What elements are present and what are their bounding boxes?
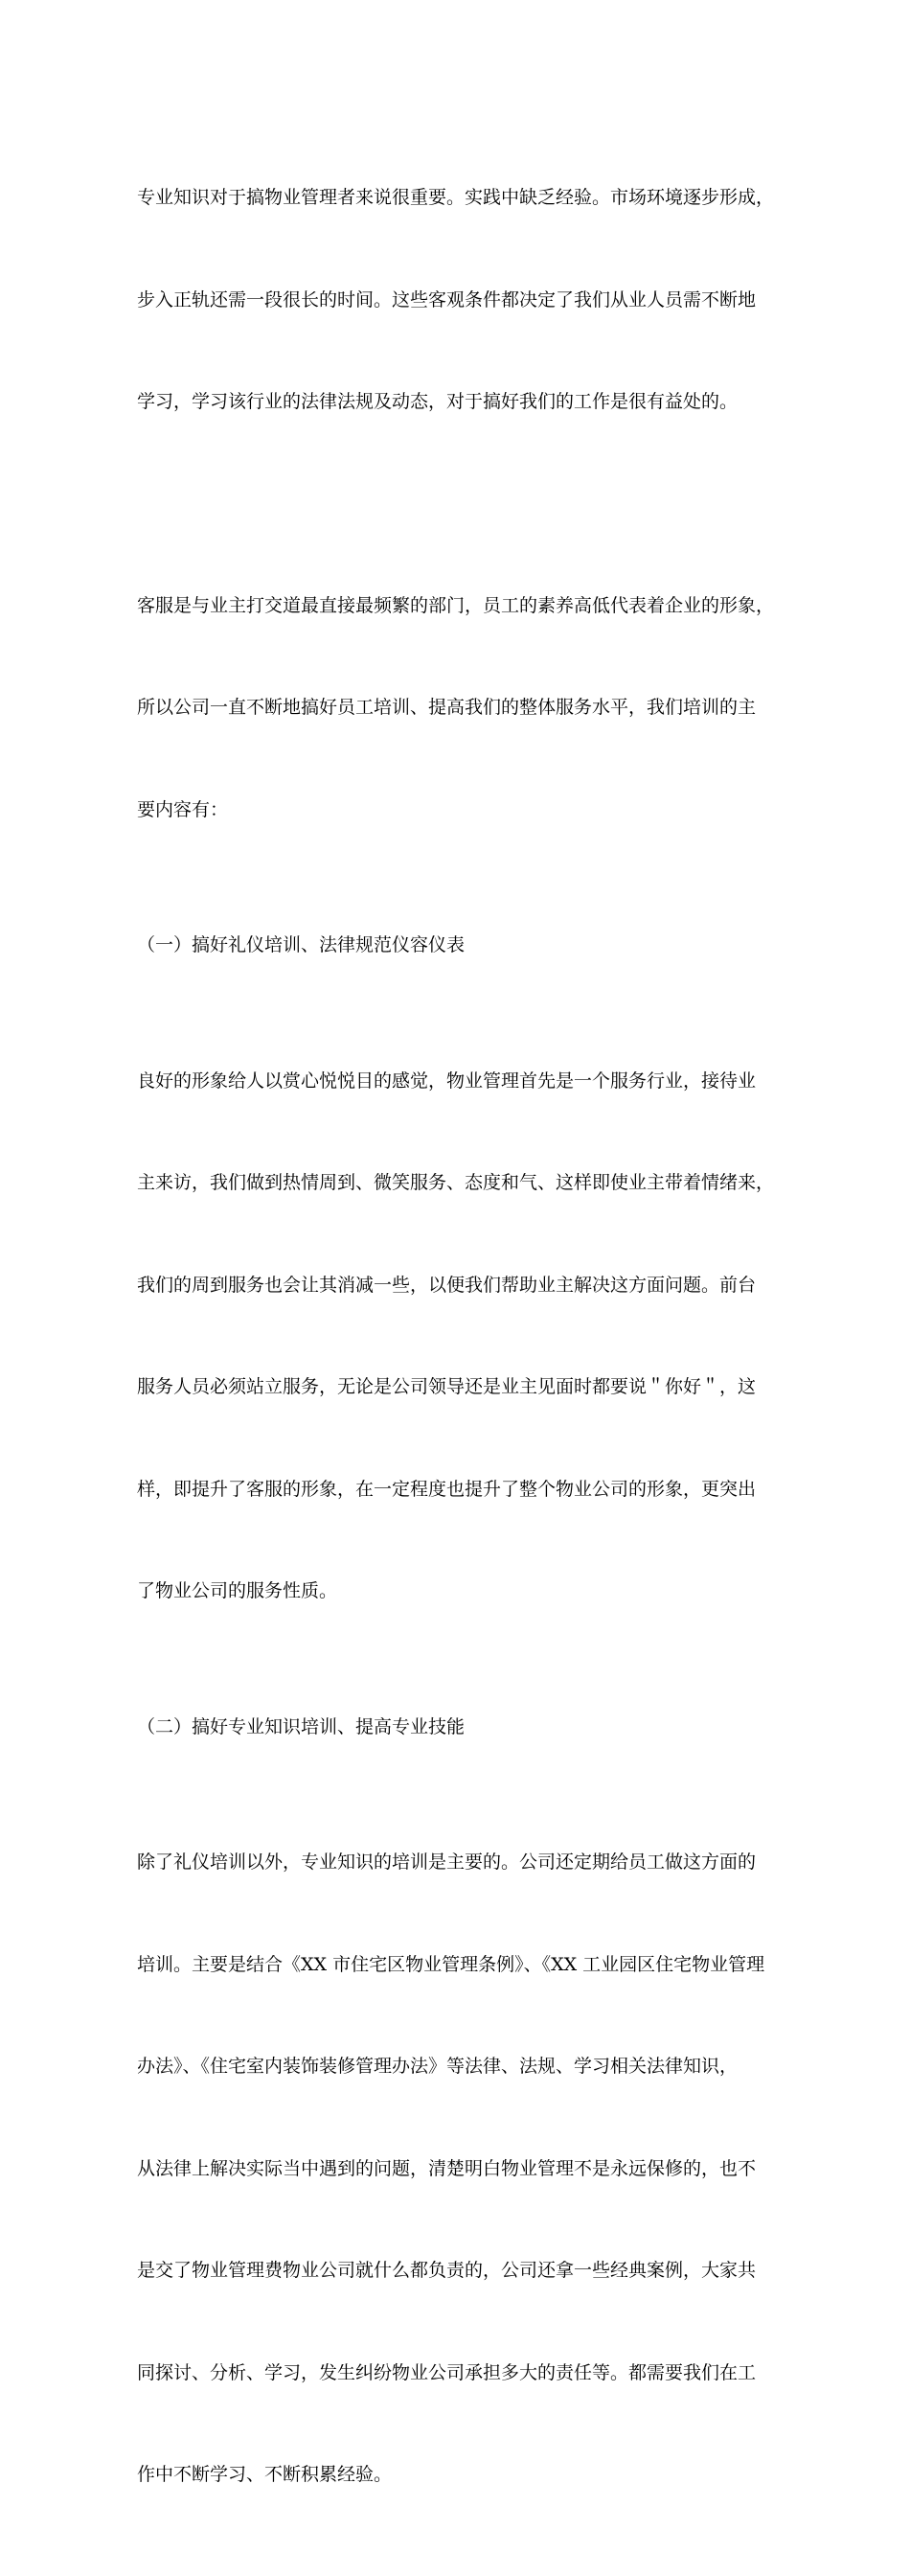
text-line: 从法律上解决实际当中遇到的问题，清楚明白物业管理不是永远保修的，也不 [137,2157,757,2179]
section-heading-etiquette [137,929,798,963]
text-line: 专业知识对于搞物业管理者来说很重要。实践中缺乏经验。市场环境逐步形成， [137,187,775,208]
heading-text: （二）搞好专业知识培训、提高专业技能 [137,1715,466,1737]
text-line: 办法》、《住宅室内装饰装修管理办法》等法律、法规、学习相关法律知识， [137,2056,739,2077]
text-line: 服务人员必须站立服务，无论是公司领导还是业主见面时都要说＂你好＂，这 [137,1376,757,1397]
text-line: 要内容有： [137,798,229,820]
paragraph-image-service [137,997,798,1677]
text-line: 所以公司一直不断地搞好员工培训、提高我们的整体服务水平，我们培训的主 [137,697,757,718]
text-line: 步入正轨还需一段很长的时间。这些客观条件都决定了我们从业人员需不断地 [137,288,757,310]
document-body [137,113,798,2576]
paragraph-professional-training [137,1778,798,2561]
text-line: 良好的形象给人以赏心悦悦目的感觉，物业管理首先是一个服务行业，接待业 [137,1070,757,1092]
paragraph-customer-service [137,521,798,896]
text-line: 是交了物业管理费物业公司就什么都负责的，公司还拿一些经典案例，大家共 [137,2260,757,2281]
text-line: 了物业公司的服务性质。 [137,1580,338,1601]
heading-text: （一）搞好礼仪培训、法律规范仪容仪表 [137,934,466,955]
text-line: 客服是与业主打交道最直接最频繁的部门，员工的素养高低代表着企业的形象， [137,594,775,616]
text-line: 培训。主要是结合《XX 市住宅区物业管理条例》、《XX 工业园区住宅物业管理 [137,1953,765,1975]
text-line: 主来访，我们做到热情周到、微笑服务、态度和气、这样即使业主带着情绪来， [137,1172,775,1193]
paragraph-professional-knowledge [137,113,798,488]
text-line: 除了礼仪培训以外，专业知识的培训是主要的。公司还定期给员工做这方面的 [137,1852,757,1873]
text-line: 我们的周到服务也会让其消减一些，以便我们帮助业主解决这方面问题。前台 [137,1274,757,1296]
text-line: 同探讨、分析、学习，发生纠纷物业公司承担多大的责任等。都需要我们在工 [137,2361,757,2383]
text-line: 样，即提升了客服的形象，在一定程度也提升了整个物业公司的形象，更突出 [137,1478,757,1500]
text-line: 作中不断学习、不断积累经验。 [137,2464,393,2485]
text-line: 学习，学习该行业的法律法规及动态，对于搞好我们的工作是很有益处的。 [137,391,739,412]
section-heading-professional-skills [137,1711,798,1745]
